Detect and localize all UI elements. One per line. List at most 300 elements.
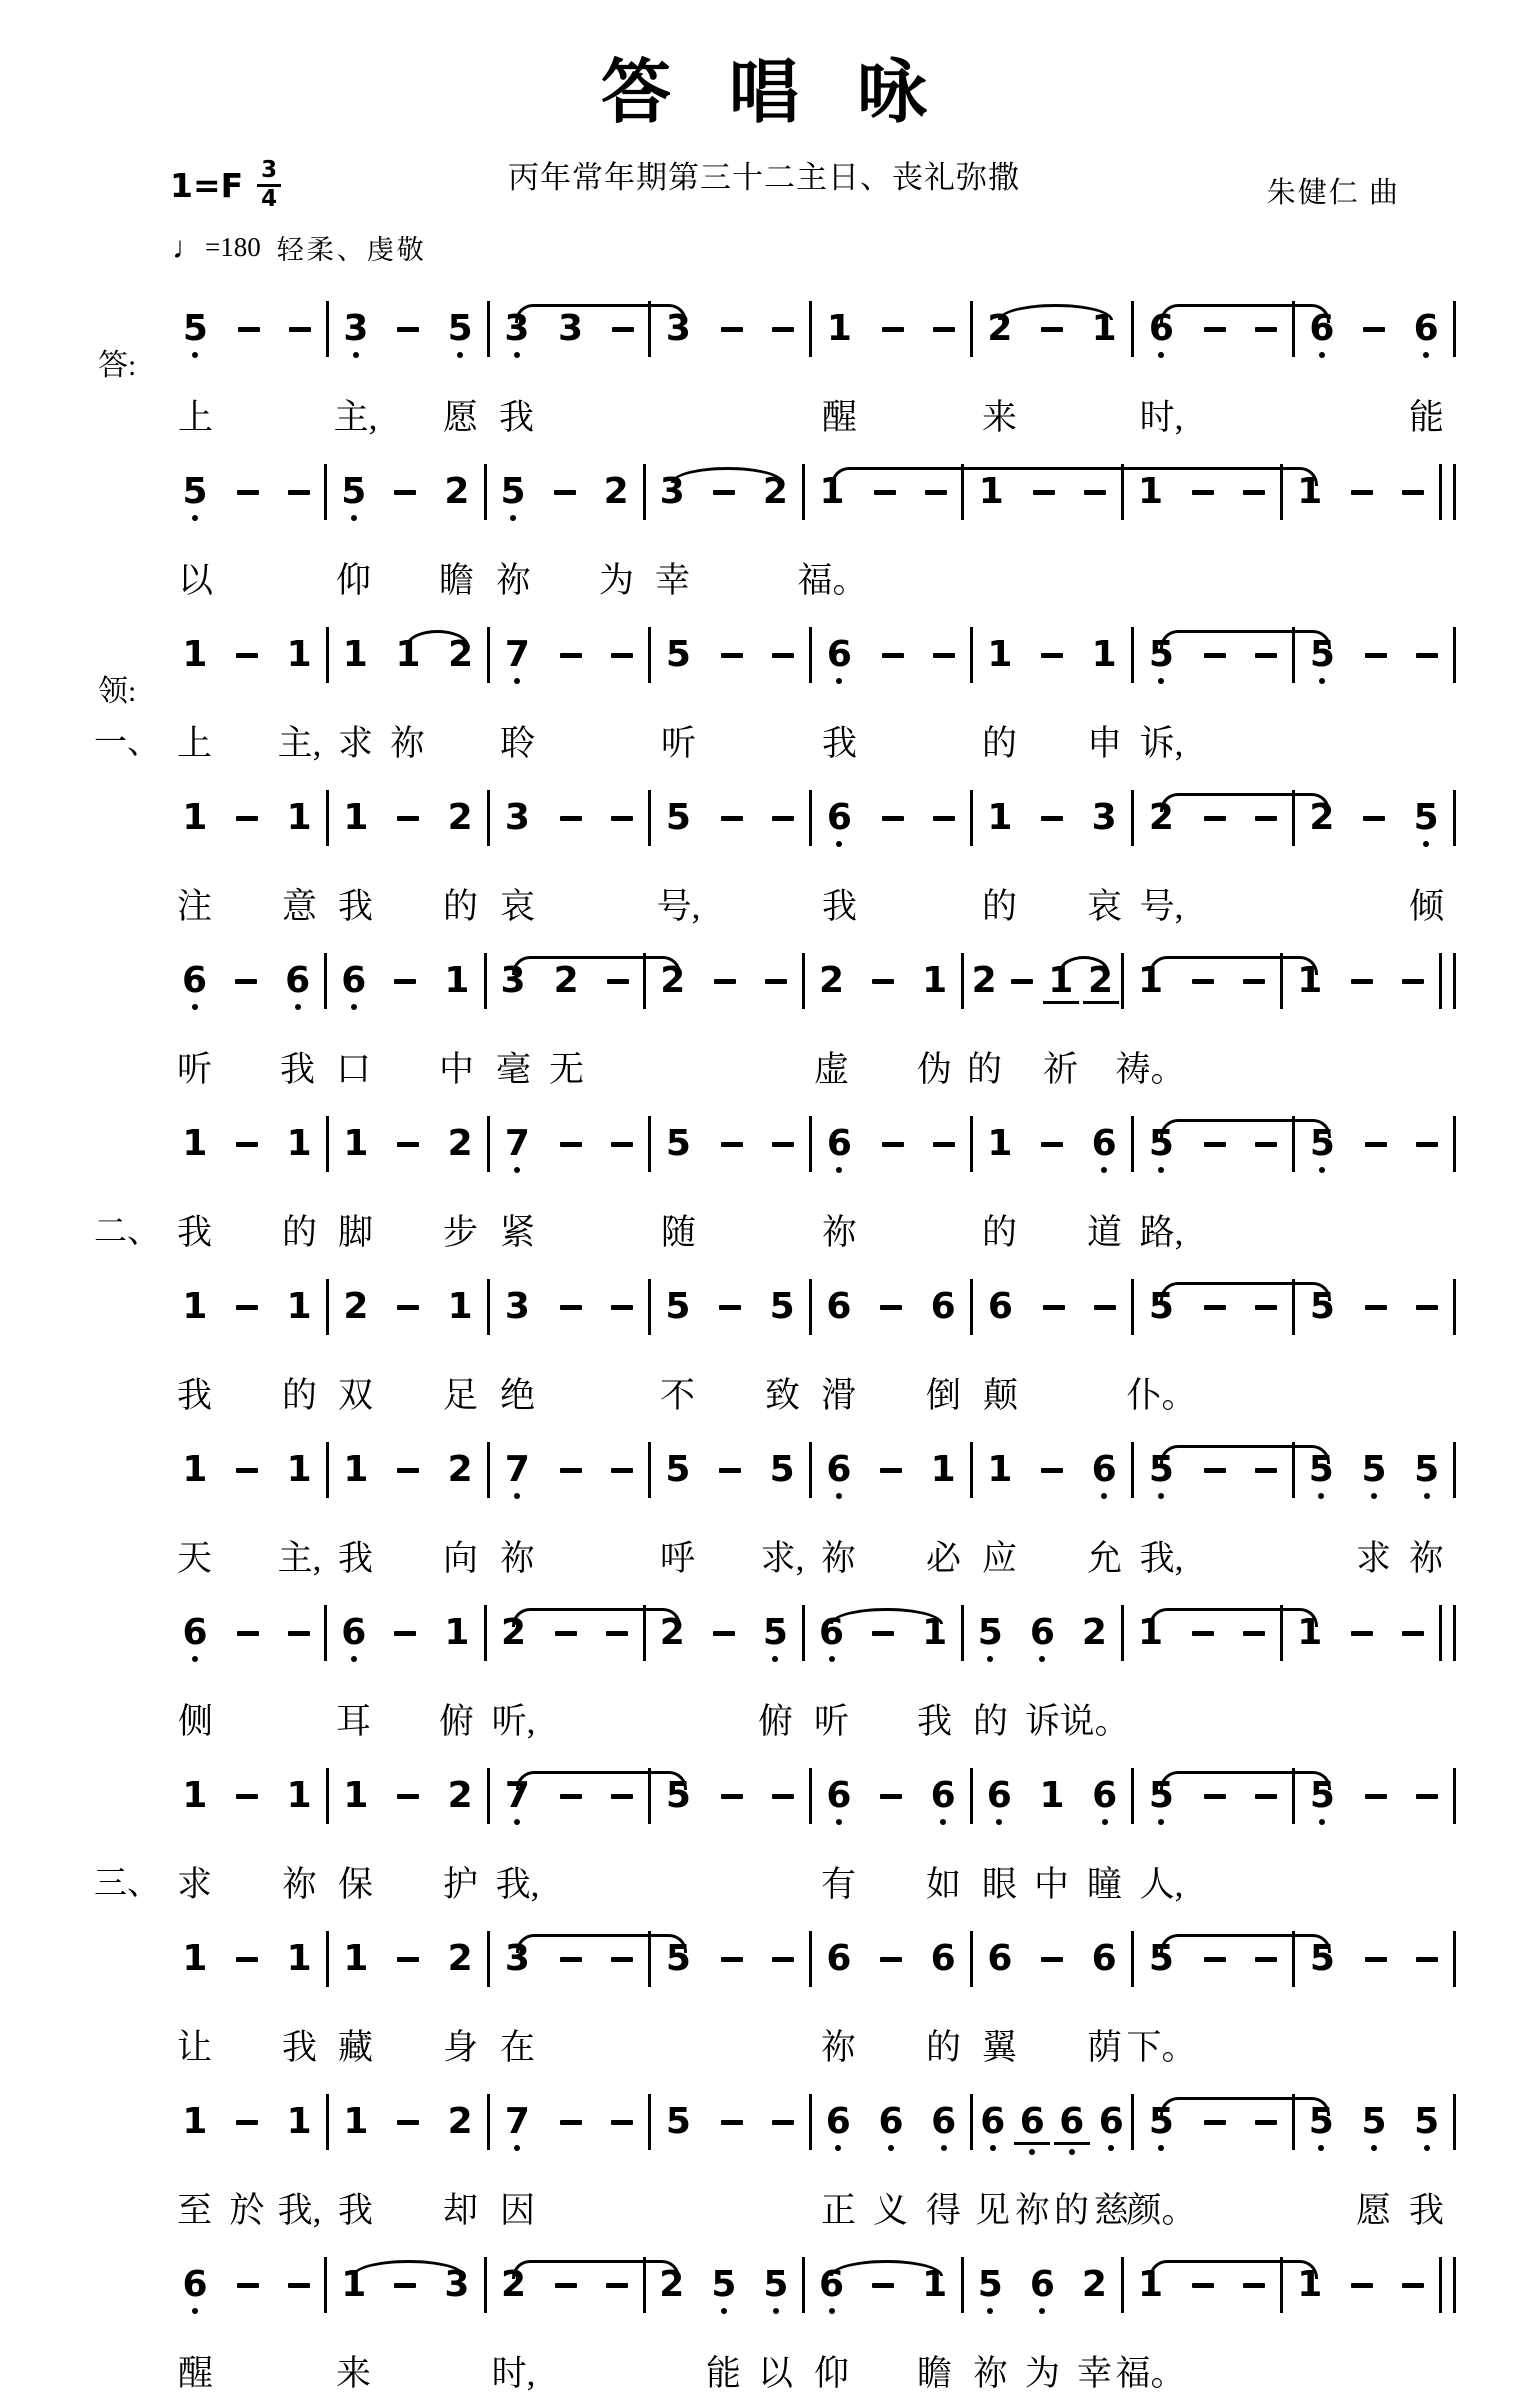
lyric-syllable: 主, [333, 398, 378, 437]
lyric-syllable: 说。 [1059, 1702, 1130, 1741]
part-label: 答: [98, 349, 137, 382]
score-line [168, 1439, 1456, 1578]
duration-dash [721, 653, 743, 658]
note: 5 [665, 797, 691, 838]
note: 1 [930, 1449, 956, 1490]
note: 3 [504, 308, 530, 349]
header [0, 0, 1528, 270]
note: 6 [930, 1775, 956, 1816]
duration-dash [397, 1794, 419, 1799]
duration-dash [719, 1468, 741, 1473]
lyric-syllable: 颜。 [1126, 2191, 1197, 2230]
lyric-syllable: 伪 [916, 1050, 953, 1089]
duration-dash [880, 1305, 902, 1310]
note: 1 [1138, 2264, 1164, 2305]
lyric-syllable: 来 [981, 398, 1018, 437]
duration-dash [560, 1142, 582, 1147]
duration-dash [611, 2120, 633, 2125]
note: 6 [930, 1286, 956, 1327]
note: 6 [1029, 1612, 1055, 1653]
slur [1149, 956, 1318, 975]
lyric-syllable: 翼 [981, 2028, 1018, 2067]
note: 5 [711, 2264, 737, 2305]
note: 2 [343, 1286, 369, 1327]
slur [1160, 1445, 1330, 1464]
note: 5 [665, 1449, 691, 1490]
lyric-syllable: 无 [548, 1050, 585, 1089]
measure [329, 2101, 487, 2142]
duration-dash [555, 2283, 577, 2288]
measure [168, 2264, 324, 2305]
note: 1 [978, 471, 1004, 512]
note: 6 [878, 2101, 904, 2142]
lyric-syllable: 人, [1139, 1865, 1184, 1904]
note: 5 [762, 1612, 788, 1653]
duration-dash [933, 816, 955, 821]
measure [973, 797, 1131, 838]
measure [812, 2101, 970, 2142]
lyric-syllable: 的 [966, 1050, 1003, 1089]
lyric-syllable: 能 [1408, 398, 1445, 437]
lyric-syllable: 身 [442, 2028, 479, 2067]
lyric-syllable: 我 [916, 1702, 953, 1741]
lyric-syllable: 的 [925, 2028, 962, 2067]
duration-dash [721, 1794, 743, 1799]
measure [812, 1938, 970, 1979]
duration-dash [933, 327, 955, 332]
lyric-syllable: 哀 [1086, 887, 1123, 926]
measure [812, 1123, 970, 1164]
slur [831, 467, 1318, 486]
lyric-syllable: 时, [491, 2354, 536, 2393]
tempo-marking [172, 228, 427, 267]
duration-dash [236, 1957, 258, 1962]
note: 6 [1091, 1449, 1117, 1490]
barline [1453, 2094, 1456, 2150]
lyric-syllable: 祢 [820, 2028, 857, 2067]
duration-dash [721, 2120, 743, 2125]
duration-dash [236, 1794, 258, 1799]
duration-dash [882, 653, 904, 658]
duration-dash [1084, 490, 1106, 495]
lyric-syllable: 我 [176, 1213, 213, 1252]
note: 1 [182, 1449, 208, 1490]
lyric-syllable: 见 [974, 2191, 1011, 2230]
note: 1 [286, 1286, 312, 1327]
measure [651, 1449, 809, 1490]
note: 5 [665, 1775, 691, 1816]
measure [168, 634, 326, 675]
duration-dash [236, 816, 258, 821]
note: 6 [182, 1612, 208, 1653]
note: 1 [286, 2101, 312, 2142]
duration-dash [397, 1957, 419, 1962]
verse-number: 二、 [94, 1214, 160, 1250]
score-line [168, 2091, 1456, 2230]
note: 1 [922, 1612, 948, 1653]
note: 1 [182, 2101, 208, 2142]
duration-dash [611, 1468, 633, 1473]
lyric-syllable: 祢 [499, 1539, 536, 1578]
lyric-syllable: 我 [337, 1539, 374, 1578]
note: 6 [1413, 308, 1439, 349]
lyric-syllable: 以 [757, 2354, 794, 2393]
duration-dash [288, 490, 310, 495]
note: 1 [444, 1612, 470, 1653]
slur [516, 1771, 687, 1790]
duration-dash [560, 1468, 582, 1473]
lyric-syllable: 中 [438, 1050, 475, 1089]
note: 1 [182, 797, 208, 838]
note: 3 [504, 797, 530, 838]
lyric-syllable: 听 [813, 1702, 850, 1741]
lyric-syllable: 应 [981, 1539, 1018, 1578]
note: 1 [1091, 308, 1117, 349]
duration-dash [1402, 490, 1424, 495]
lyric-syllable: 求 [176, 1865, 213, 1904]
note: 1 [987, 797, 1013, 838]
note: 6 [986, 1775, 1012, 1816]
lyric-syllable: 为 [1024, 2354, 1061, 2393]
key-text: 1=F [170, 165, 244, 205]
note: 1 [1138, 1612, 1164, 1653]
note: 2 [659, 2264, 685, 2305]
note: 6 [826, 797, 852, 838]
lyric-syllable: 祢 [821, 1213, 858, 1252]
duration-dash [1255, 2120, 1277, 2125]
note: 6 [1059, 2101, 1085, 2142]
note: 7 [504, 1775, 530, 1816]
note: 6 [341, 1612, 367, 1653]
lyric-syllable: 能 [705, 2354, 742, 2393]
quarter-note-icon: ♩ [172, 229, 203, 265]
note: 6 [819, 2264, 845, 2305]
note: 2 [1081, 2264, 1107, 2305]
note: 5 [769, 1449, 795, 1490]
final-barline [1439, 953, 1456, 1009]
note: 5 [665, 2101, 691, 2142]
measure [329, 797, 487, 838]
duration-dash [1204, 1794, 1226, 1799]
note: 2 [603, 471, 629, 512]
duration-dash [397, 1305, 419, 1310]
duration-dash [882, 327, 904, 332]
duration-dash [765, 979, 787, 984]
note: 5 [769, 1286, 795, 1327]
lyric-syllable: 俯 [757, 1702, 794, 1741]
duration-dash [1402, 2283, 1424, 2288]
lyric-syllable: 义 [872, 2191, 909, 2230]
duration-dash [235, 979, 257, 984]
lyric-syllable: 号, [656, 887, 701, 926]
lyric-syllable: 因 [499, 2191, 536, 2230]
final-barline [1439, 464, 1456, 520]
note: 5 [341, 471, 367, 512]
note: 1 [286, 634, 312, 675]
measure [168, 797, 326, 838]
lyric-syllable: 荫 [1086, 2028, 1123, 2067]
duration-dash [611, 1794, 633, 1799]
note: 1 [1048, 960, 1074, 1001]
note: 3 [1091, 797, 1117, 838]
slur [1160, 2097, 1330, 2116]
lyric-syllable: 双 [337, 1376, 374, 1415]
measure [973, 634, 1131, 675]
note: 1 [286, 1775, 312, 1816]
note: 1 [819, 471, 845, 512]
lyric-syllable: 听 [176, 1050, 213, 1089]
duration-dash [1243, 1631, 1265, 1636]
note: 5 [977, 2264, 1003, 2305]
duration-dash [397, 1468, 419, 1473]
duration-dash [1041, 1468, 1063, 1473]
note: 2 [1088, 960, 1114, 1001]
note: 6 [826, 1449, 852, 1490]
note: 1 [1297, 960, 1323, 1001]
measure [812, 1449, 970, 1490]
barline [1453, 627, 1456, 683]
lyric-syllable: 的 [442, 887, 479, 926]
duration-dash [1204, 327, 1226, 332]
note: 5 [665, 1286, 691, 1327]
note: 6 [1091, 1123, 1117, 1164]
duration-dash [1243, 490, 1265, 495]
lyric-syllable: 的 [981, 887, 1018, 926]
measure [168, 1286, 326, 1327]
slur [1160, 304, 1330, 323]
note: 5 [447, 308, 473, 349]
slur [1160, 1119, 1331, 1138]
duration-dash [1351, 490, 1373, 495]
measure [973, 1449, 1131, 1490]
duration-dash [1041, 1957, 1063, 1962]
duration-dash [1351, 2283, 1373, 2288]
note: 2 [762, 471, 788, 512]
duration-dash [872, 2283, 894, 2288]
duration-dash [236, 653, 258, 658]
lyric-syllable: 侧 [177, 1702, 214, 1741]
note: 7 [504, 1123, 530, 1164]
duration-dash [1043, 1305, 1065, 1310]
measure [329, 1449, 487, 1490]
note: 6 [980, 2101, 1006, 2142]
lyric-syllable: 有 [820, 1865, 857, 1904]
duration-dash [772, 1957, 794, 1962]
duration-dash [1033, 490, 1055, 495]
measure [329, 1775, 487, 1816]
lyric-syllable: 让 [176, 2028, 213, 2067]
note: 1 [286, 1123, 312, 1164]
duration-dash [1041, 327, 1063, 332]
measure [168, 1938, 326, 1979]
note: 1 [286, 1938, 312, 1979]
note: 2 [447, 1123, 473, 1164]
lyric-syllable: 我 [337, 2191, 374, 2230]
note: 5 [500, 471, 526, 512]
lyric-syllable: 绝 [499, 1376, 536, 1415]
duration-dash [237, 1631, 259, 1636]
duration-dash [933, 653, 955, 658]
lyric-syllable: 福。 [797, 561, 868, 600]
lyric-syllable: 仆。 [1126, 1376, 1197, 1415]
note: 5 [1361, 1449, 1387, 1490]
duration-dash [397, 2120, 419, 2125]
lyric-syllable: 诉 [1024, 1702, 1061, 1741]
lyric-syllable: 的 [981, 724, 1018, 763]
lyric-syllable: 醒 [177, 2354, 214, 2393]
note: 2 [987, 308, 1013, 349]
note: 1 [343, 797, 369, 838]
duration-dash [714, 979, 736, 984]
note: 2 [444, 471, 470, 512]
note: 5 [1148, 1775, 1174, 1816]
measure [490, 2101, 648, 2142]
lyric-syllable: 愿 [442, 398, 479, 437]
duration-dash [1402, 1631, 1424, 1636]
measure [964, 1612, 1120, 1653]
duration-dash [1192, 1631, 1214, 1636]
lyric-syllable: 慈 [1093, 2191, 1130, 2230]
note: 6 [285, 960, 311, 1001]
measure [973, 1286, 1131, 1327]
lyric-syllable: 求 [337, 724, 374, 763]
duration-dash [397, 1142, 419, 1147]
lyric-syllable: 中 [1033, 1865, 1070, 1904]
lyric-syllable: 来 [335, 2354, 372, 2393]
note: 2 [501, 2264, 527, 2305]
note: 1 [182, 634, 208, 675]
measure [490, 1123, 648, 1164]
note: 3 [558, 308, 584, 349]
measure [329, 1938, 487, 1979]
note: 2 [1309, 797, 1335, 838]
duration-dash [772, 1142, 794, 1147]
note: 5 [1148, 2101, 1174, 2142]
duration-dash [238, 327, 260, 332]
note: 2 [971, 960, 997, 1001]
lyric-syllable: 祢 [972, 2354, 1009, 2393]
note: 3 [665, 308, 691, 349]
lyric-syllable: 俯 [438, 1702, 475, 1741]
duration-dash [1255, 1794, 1277, 1799]
lyric-syllable: 滑 [820, 1376, 857, 1415]
duration-dash [772, 816, 794, 821]
lyric-syllable: 藏 [337, 2028, 374, 2067]
subtitle: 丙年常年期第三十二主日、丧礼弥撒 [508, 160, 1020, 195]
note: 5 [977, 1612, 1003, 1653]
lyric-syllable: 得 [925, 2191, 962, 2230]
measure [973, 1775, 1131, 1816]
duration-dash [1363, 816, 1385, 821]
note: 5 [1413, 797, 1439, 838]
note: 7 [504, 2101, 530, 2142]
duration-dash [236, 1468, 258, 1473]
barline [1453, 1931, 1456, 1987]
lyric-syllable: 毫 [495, 1050, 532, 1089]
measure [490, 634, 648, 675]
lyric-syllable: 祢 [389, 724, 426, 763]
duration-dash [1192, 979, 1214, 984]
score-line [94, 1765, 1456, 1904]
measure [651, 797, 809, 838]
lyric-syllable: 护 [442, 1865, 479, 1904]
note: 1 [1297, 2264, 1323, 2305]
lyric-syllable: 步 [442, 1213, 479, 1252]
note: 5 [182, 308, 208, 349]
score-line [168, 1276, 1456, 1415]
note: 6 [1029, 2264, 1055, 2305]
lyric-syllable: 天 [176, 1539, 213, 1578]
lyric-syllable: 随 [660, 1213, 697, 1252]
note: 5 [1361, 2101, 1387, 2142]
measure [973, 1123, 1131, 1164]
duration-dash [394, 490, 416, 495]
duration-dash [1011, 979, 1033, 984]
duration-dash [1204, 653, 1226, 658]
note: 1 [182, 1938, 208, 1979]
note: 1 [922, 2264, 948, 2305]
lyric-syllable: 我 [821, 724, 858, 763]
note: 1 [1138, 960, 1164, 1001]
lyric-syllable: 注 [176, 887, 213, 926]
duration-dash [721, 1142, 743, 1147]
note: 6 [931, 2101, 957, 2142]
duration-dash [288, 2283, 310, 2288]
slur [515, 304, 687, 323]
time-signature [257, 158, 281, 213]
measure [973, 1938, 1131, 1979]
lyric-syllable: 的 [1053, 2191, 1090, 2230]
note: 2 [659, 1612, 685, 1653]
barline [1453, 1768, 1456, 1824]
note: 2 [1148, 797, 1174, 838]
lyric-syllable: 我 [821, 887, 858, 926]
note: 5 [1148, 1123, 1174, 1164]
note: 5 [665, 1938, 691, 1979]
tempo-bpm: =180 [205, 232, 261, 262]
note: 1 [343, 1449, 369, 1490]
lyric-syllable: 为 [598, 561, 635, 600]
score [94, 298, 1456, 2393]
note: 6 [1309, 308, 1335, 349]
duration-dash [237, 2283, 259, 2288]
note: 6 [825, 2101, 851, 2142]
lyric-syllable: 祈 [1042, 1050, 1079, 1089]
note: 6 [341, 960, 367, 1001]
duration-dash [882, 1142, 904, 1147]
lyric-syllable: 时, [1139, 398, 1184, 437]
duration-dash [1351, 979, 1373, 984]
measure [812, 797, 970, 838]
final-barline [1439, 2257, 1456, 2313]
lyric-syllable: 醒 [821, 398, 858, 437]
lyric-syllable: 的 [972, 1702, 1009, 1741]
measure [329, 1286, 487, 1327]
lyric-syllable: 倾 [1408, 887, 1445, 926]
measure [964, 2264, 1120, 2305]
measure [812, 1286, 970, 1327]
lyric-syllable: 瞻 [916, 2354, 953, 2393]
note: 1 [395, 634, 421, 675]
note: 6 [1098, 2101, 1124, 2142]
lyric-syllable: 主, [277, 1539, 322, 1578]
duration-dash [1255, 1957, 1277, 1962]
duration-dash [1365, 1142, 1387, 1147]
note: 2 [501, 1612, 527, 1653]
duration-dash [713, 1631, 735, 1636]
duration-dash [606, 1631, 628, 1636]
slur [512, 2260, 680, 2279]
